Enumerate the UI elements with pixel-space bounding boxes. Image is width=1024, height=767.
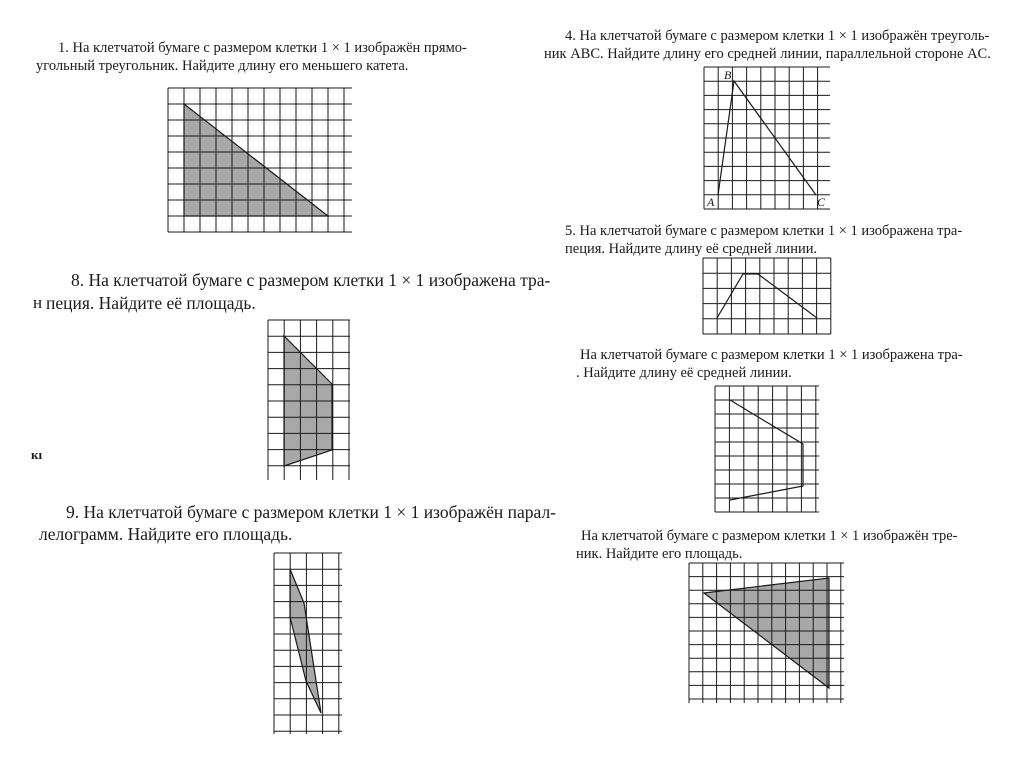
- problem-4-text-line-1: 4. На клетчатой бумаге с размером клетки 1 × 1 изображён треуголь-: [565, 28, 990, 44]
- problem-1-text-line-2: угольный треугольник. Найдите длину его меньшего катета.: [36, 58, 409, 74]
- problem-5-text-line-1: 5. На клетчатой бумаге с размером клетки 1 × 1 изображена тра-: [565, 223, 963, 239]
- problem-1-text-line-1: 1. На клетчатой бумаге с размером клетки 1 × 1 изображён прямо-: [58, 40, 467, 56]
- trapezoid-6-shape: [730, 400, 803, 500]
- vertex-label-c: C: [817, 195, 826, 209]
- problem-6-text-line-2: . Найдите длину её средней линии.: [576, 365, 792, 381]
- problem-5-text-line-2: пеция. Найдите длину её средней линии.: [565, 241, 818, 257]
- figure-6-trapezoid: [715, 386, 819, 512]
- figure-7-triangle: [689, 563, 844, 703]
- vertex-label-b: B: [724, 68, 732, 82]
- side-mark: кı: [31, 447, 43, 462]
- problem-7-text-line-2: ник. Найдите его площадь.: [576, 546, 743, 562]
- right-triangle-shape: [184, 104, 328, 216]
- figure-9-parallelogram: [274, 553, 342, 734]
- margin-mark: н: [33, 293, 43, 312]
- problem-4-text-line-2: ник ABC. Найдите длину его средней линии, параллельной стороне AC.: [544, 46, 991, 62]
- problem-8-text-line-2: пеция. Найдите её площадь.: [46, 293, 256, 313]
- parallelogram-shape: [290, 569, 321, 713]
- figure-4-triangle-abc: [704, 67, 830, 209]
- problem-6-text-line-1: На клетчатой бумаге с размером клетки 1 × 1 изображена тра-: [580, 347, 963, 363]
- figure-5-grid: [703, 258, 831, 334]
- vertex-label-a: A: [707, 195, 715, 209]
- figure-8-trapezoid: [268, 320, 350, 480]
- problem-9-text-line-1: 9. На клетчатой бумаге с размером клетки 1 × 1 изображён парал-: [66, 502, 556, 522]
- problem-9-text-line-2: лелограмм. Найдите его площадь.: [39, 524, 293, 544]
- figure-1-right-triangle: [168, 88, 352, 236]
- problem-8-text-line-1: 8. На клетчатой бумаге с размером клетки 1 × 1 изображена тра-: [71, 270, 551, 290]
- figure-5-trapezoid: [703, 258, 831, 334]
- problem-7-text-line-1: На клетчатой бумаге с размером клетки 1 × 1 изображён тре-: [581, 528, 958, 544]
